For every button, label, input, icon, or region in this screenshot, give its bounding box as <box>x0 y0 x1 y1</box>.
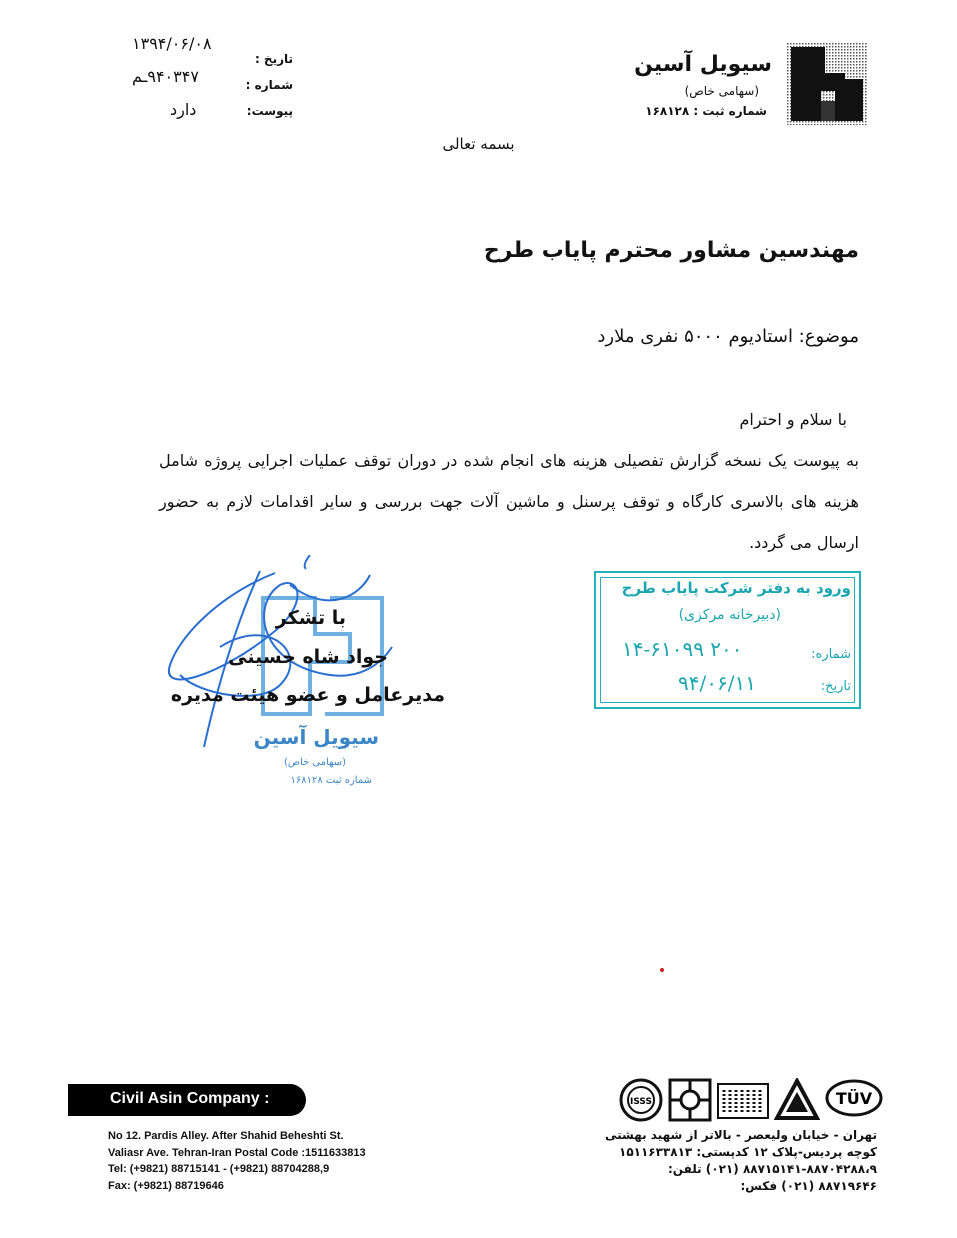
tuv-logo-icon <box>824 1078 884 1122</box>
footer-address-fa-2: کوچه پردیس-پلاک ۱۲ کدپستی: ۱۵۱۱۶۳۳۸۱۳ <box>619 1145 877 1159</box>
subject: موضوع: استادیوم ۵۰۰۰ نفری ملارد <box>597 326 859 347</box>
received-stamp <box>594 571 861 709</box>
number-label: شماره : <box>245 78 293 92</box>
basmala: بسمه تعالی <box>442 135 515 153</box>
signatory-title: مدیرعامل و عضو هیئت مدیره <box>170 684 445 706</box>
triangle-logo-icon <box>774 1078 820 1122</box>
footer-company-name: Civil Asin Company : <box>110 1090 270 1107</box>
footer-address-en-1: No 12. Pardis Alley. After Shahid Beheshti St. <box>108 1130 344 1142</box>
date-value: ۱۳۹۴/۰۶/۰۸ <box>132 34 212 53</box>
stamp-company-type: (سهامی خاص) <box>283 757 346 768</box>
signature-thanks: با تشکر <box>275 607 346 629</box>
recipient: مهندسین مشاور محترم پایاب طرح <box>483 238 859 263</box>
received-stamp-office: (دبیرخانه مرکزی) <box>678 607 781 623</box>
company-logo-icon <box>787 43 867 125</box>
footer-tel-en: Tel: (+9821) 88715141 - (+9821) 88704288,9 <box>108 1163 330 1175</box>
quality-mark-icon <box>668 1078 712 1122</box>
letter-body: به پیوست یک نسخه گزارش تفصیلی هزینه های انجام شده در دوران توقف عملیات اجرایی پروژه شامل هزینه های بالاسری کارگاه و توقف پرسنل و ماشین آلات جهت بررسی و سایر اقدامات لازم به حضور ارسال می گردد. <box>159 451 859 552</box>
attachment-label: پیوست: <box>246 104 293 118</box>
building-logo-icon <box>716 1078 770 1122</box>
stamp-registration: شماره ثبت ۱۶۸۱۲۸ <box>290 775 372 786</box>
footer-fax-en: Fax: (+9821) 88719646 <box>108 1180 224 1192</box>
company-type: (سهامی خاص) <box>684 84 759 98</box>
received-number-label: شماره: <box>811 647 851 662</box>
ink-dot <box>660 968 664 972</box>
footer-address-fa-1: تهران - خیابان ولیعصر - بالاتر از شهید بهشتی <box>604 1128 877 1142</box>
received-stamp-title: ورود به دفتر شرکت پایاب طرح <box>621 579 851 597</box>
greeting: با سلام و احترام <box>739 410 847 429</box>
signatory-name: جواد شاه حسینی <box>228 646 388 668</box>
received-date-value: ۹۴/۰۶/۱۱ <box>678 671 756 695</box>
date-label: تاریخ : <box>254 52 293 66</box>
received-date-label: تاریخ: <box>820 679 851 694</box>
footer-tel-fa: ۸۸۷۱۵۱۴۱-۸۸۷۰۴۲۸۸،۹ (۰۲۱) تلفن: <box>667 1162 877 1176</box>
footer-fax-fa: ۸۸۷۱۹۶۴۶ (۰۲۱) فکس: <box>740 1179 877 1193</box>
isss-seal-icon <box>618 1078 664 1122</box>
svg-text:ISSS: ISSS <box>630 1097 652 1107</box>
stamp-company-name: سیویل آسین <box>253 725 379 749</box>
footer-company-banner <box>68 1084 306 1116</box>
company-name: سیویل آسین <box>634 52 772 77</box>
tuv-label: TÜV <box>835 1089 873 1108</box>
company-registration: شماره ثبت : ۱۶۸۱۲۸ <box>645 104 767 118</box>
received-number-value: ۱۴-۶۱۰۹۹ ۲۰۰ <box>622 637 743 661</box>
footer-address-en-2: Valiasr Ave. Tehran-Iran Postal Code :1511633813 <box>108 1147 366 1159</box>
number-value: ۹۴۰۳۴۷ـم <box>132 67 199 86</box>
attachment-value: دارد <box>170 100 197 119</box>
